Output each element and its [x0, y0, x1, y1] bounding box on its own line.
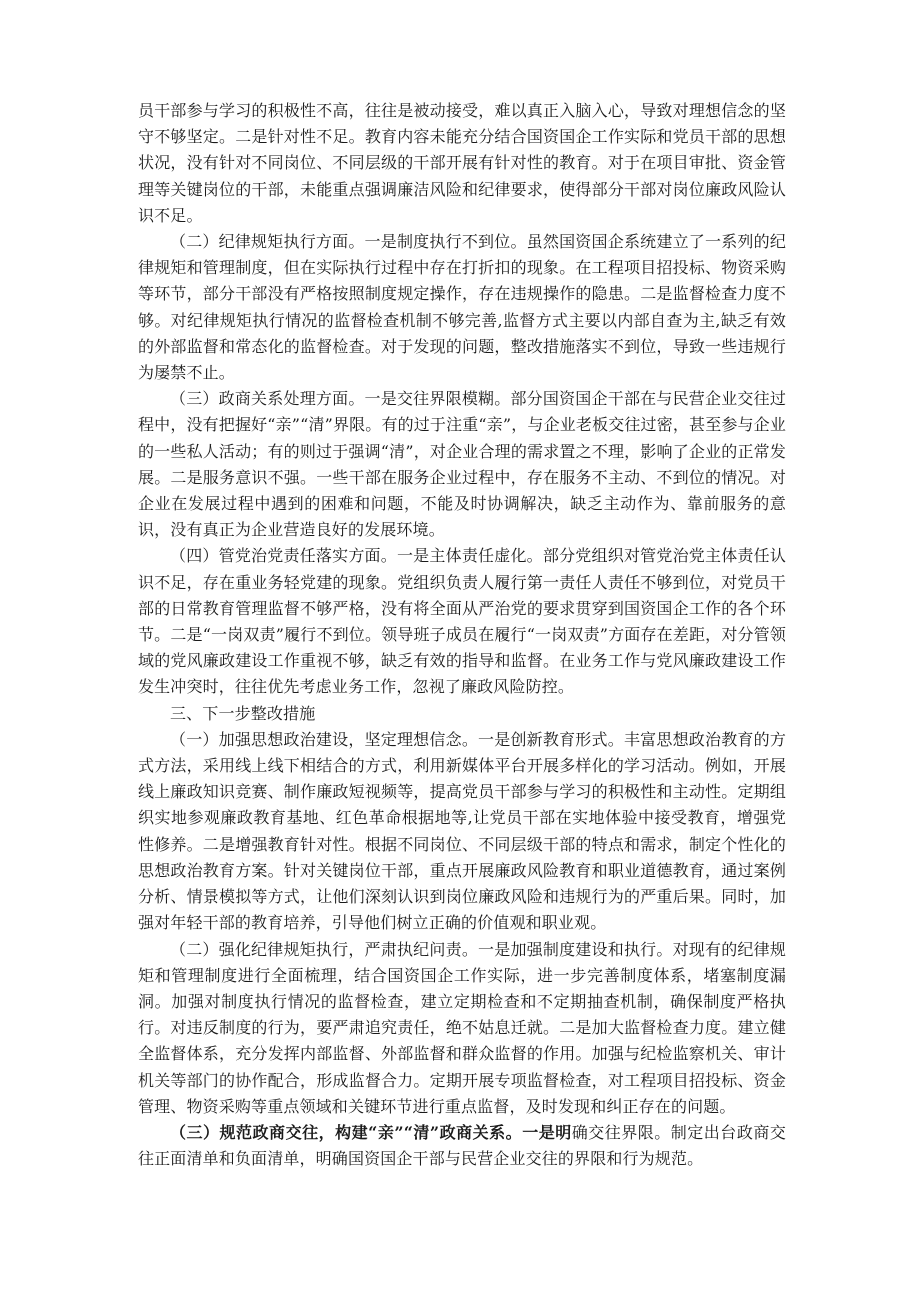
paragraph-continuation: 员干部参与学习的积极性不高，往往是被动接受，难以真正入脑入心，导致对理想信念的坚守不够坚定。二是针对性不足。教育内容未能充分结合国资国企工作实际和党员干部的思想状况，没有针对不同岗位、不同层级的干部开展有针对性的教育。对于在项目审批、资金管理等关键岗位的干部，未能重点强调廉洁风险和纪律要求，使得部分干部对岗位廉政风险认识不足。: [138, 101, 786, 225]
paragraph-strengthen-discipline: （二）强化纪律规矩执行，严肃执纪问责。一是加强制度建设和执行。对现有的纪律规矩和管理制度进行全面梳理，结合国资国企工作实际，进一步完善制度体系，堵塞制度漏洞。加强对制度执行情况的监督检查，建立定期检查和不定期抽查机制，确保制度严格执行。对违反制度的行为，要严肃追究责任，绝不姑息迁就。二是加大监督检查力度。建立健全监督体系，充分发挥内部监督、外部监督和群众监督的作用。加强与纪检监察机关、审计机关等部门的协作配合，形成监督合力。定期开展专项监督检查，对工程项目招投标、资金管理、物资采购等重点领域和关键环节进行重点监督，及时发现和纠正存在的问题。: [138, 939, 786, 1116]
paragraph-rest: 确交往界限。制定出台政商交往正面清单和负面清单，明确国资国企干部与民营企业交往的界限和行为规范。: [138, 1122, 786, 1169]
paragraph-ideological-political-building: （一）加强思想政治建设，坚定理想信念。一是创新教育形式。丰富思想政治教育的方式方法，采用线上线下相结合的方式，利用新媒体平台开展多样化的学习活动。例如，开展线上廉政知识竞赛、制作廉政短视频等，提高党员干部参与学习的积极性和主动性。定期组织实地参观廉政教育基地、红色革命根据地等,让党员干部在实地体验中接受教育，增强党性修养。二是增强教育针对性。根据不同岗位、不同层级干部的特点和需求，制定个性化的思想政治教育方案。针对关键岗位干部，重点开展廉政风险教育和职业道德教育，通过案例分析、情景模拟等方式，让他们深刻认识到岗位廉政风险和违规行为的严重后果。同时，加强对年轻干部的教育培养，引导他们树立正确的价值观和职业观。: [138, 729, 786, 933]
document-page: [138, 98, 786, 1172]
paragraph-regulate-business-interaction: [138, 1120, 786, 1172]
paragraph-discipline-execution: （二）纪律规矩执行方面。一是制度执行不到位。虽然国资国企系统建立了一系列的纪律规矩和管理制度，但在实际执行过程中存在打折扣的现象。在工程项目招投标、物资采购等环节，部分干部没有严格按照制度规定操作，存在违规操作的隐患。二是监督检查力度不够。对纪律规矩执行情况的监督检查机制不够完善,监督方式主要以内部自查为主,缺乏有效的外部监督和常态化的监督检查。对于发现的问题，整改措施落实不到位，导致一些违规行为屡禁不止。: [138, 232, 786, 383]
paragraph-bold-lead: （三）规范政商交往，构建“亲”“清”政商关系。一是明: [170, 1122, 572, 1142]
paragraph-government-business-relations: （三）政商关系处理方面。一是交往界限模糊。部分国资国企干部在与民营企业交往过程中，没有把握好“亲”“清”界限。有的过于注重“亲”，与企业老板交往过密，甚至参与企业的一些私人活动；有的则过于强调“清”，对企业合理的需求置之不理，影响了企业的正常发展。二是服务意识不强。一些干部在服务企业过程中，存在服务不主动、不到位的情况。对企业在发展过程中遇到的困难和问题，不能及时协调解决，缺乏主动作为、靠前服务的意识，没有真正为企业营造良好的发展环境。: [138, 389, 786, 540]
paragraph-party-governance-responsibility: （四）管党治党责任落实方面。一是主体责任虚化。部分党组织对管党治党主体责任认识不足，存在重业务轻党建的现象。党组织负责人履行第一责任人责任不够到位，对党员干部的日常教育管理监督不够严格，没有将全面从严治党的要求贯穿到国资国企工作的各个环节。二是“一岗双责”履行不到位。领导班子成员在履行“一岗双责”方面存在差距，对分管领域的党风廉政建设工作重视不够，缺乏有效的指导和监督。在业务工作与党风廉政建设工作发生冲突时，往往优先考虑业务工作，忽视了廉政风险防控。: [138, 546, 786, 697]
section-heading-rectification-measures: 三、下一步整改措施: [170, 703, 316, 723]
